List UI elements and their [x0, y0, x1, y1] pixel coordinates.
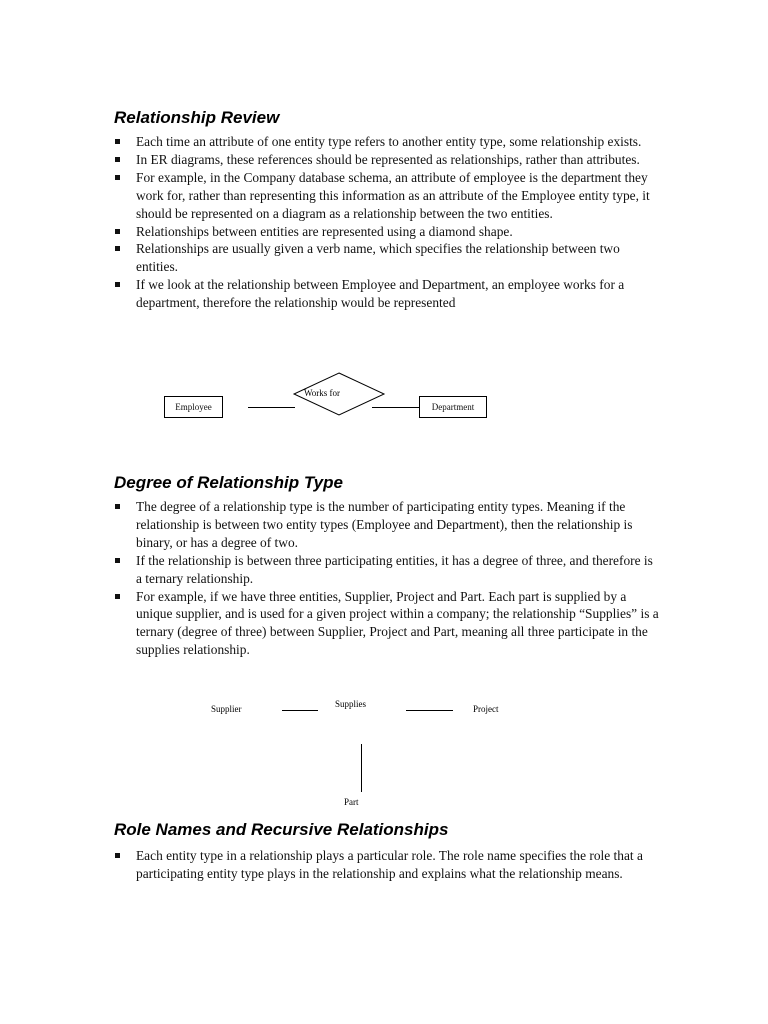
bullet-item: For example, if we have three entities, Supplier, Project and Part. Each part is supplied by a unique supplier, and is used for a given project within a company; the relationship “Supplies” is a ternary (degree of three) between Supplier, Project and Part, meaning all three participate in the supplies relationship. — [114, 588, 659, 660]
bullet-item: Each time an attribute of one entity type refers to another entity type, some relationship exists. — [114, 133, 659, 151]
connector-line — [372, 407, 419, 408]
entity-label-part: Part — [344, 797, 359, 807]
relationship-label-supplies: Supplies — [335, 699, 367, 709]
bullet-list-relationship-review — [114, 133, 659, 312]
connector-line — [248, 407, 295, 408]
section-heading-degree: Degree of Relationship Type — [114, 473, 343, 492]
entity-box-department — [419, 396, 487, 418]
bullet-item: Relationships are usually given a verb name, which specifies the relationship between two entities. — [114, 240, 659, 276]
bullet-list-role-names — [114, 847, 659, 883]
entity-label: Department — [431, 402, 475, 412]
section-heading-relationship-review: Relationship Review — [114, 108, 280, 127]
entity-label-supplier: Supplier — [211, 704, 242, 714]
entity-label: Employee — [175, 402, 212, 412]
bullet-item: For example, in the Company database schema, an attribute of employee is the department they work for, rather than representing this information as an attribute of the Employee entity type, it should be represented on a diagram as a relationship between the two entities. — [114, 169, 659, 223]
section-heading-role-names: Role Names and Recursive Relationships — [114, 820, 449, 839]
entity-box-employee — [164, 396, 223, 418]
connector-line — [282, 710, 318, 711]
connector-line — [406, 710, 453, 711]
entity-label-project: Project — [473, 704, 499, 714]
relationship-label: Works for — [304, 388, 341, 398]
bullet-item: The degree of a relationship type is the number of participating entity types. Meaning if the relationship is between two entity types (Employee and Department), then the relationship is binary, or has a degree of two. — [114, 498, 659, 552]
bullet-item: If we look at the relationship between Employee and Department, an employee works for a department, therefore the relationship would be represented — [114, 276, 659, 312]
bullet-item: In ER diagrams, these references should be represented as relationships, rather than attributes. — [114, 151, 659, 169]
bullet-item: If the relationship is between three participating entities, it has a degree of three, and therefore is a ternary relationship. — [114, 552, 659, 588]
connector-line-vertical — [361, 744, 362, 792]
bullet-item: Each entity type in a relationship plays a particular role. The role name specifies the role that a participating entity type plays in the relationship and explains what the relationship means. — [114, 847, 659, 883]
bullet-list-degree — [114, 498, 659, 659]
bullet-item: Relationships between entities are represented using a diamond shape. — [114, 223, 659, 241]
